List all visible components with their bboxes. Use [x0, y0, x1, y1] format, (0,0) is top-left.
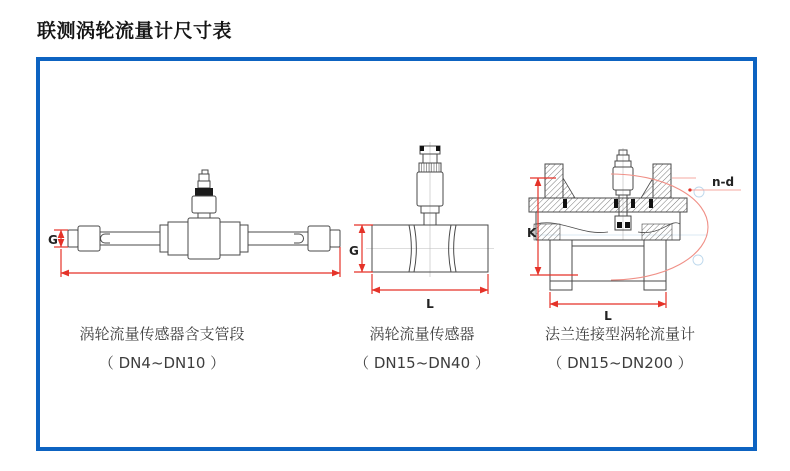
page-title: 联测涡轮流量计尺寸表 [37, 20, 233, 42]
leader-dot [688, 188, 691, 191]
bolt-hole-symbol-top [694, 187, 704, 197]
dim-label-g: G [349, 244, 359, 258]
drawing-turbine-sensor [346, 142, 516, 322]
meter-section-outline [529, 150, 687, 290]
dimension-lines-g-l [54, 230, 340, 277]
dim-label-g: G [48, 233, 58, 247]
caption-line-1: 法兰连接型涡轮流量计 [544, 325, 695, 343]
dim-label-l: L [604, 309, 612, 323]
diagram-panel [36, 57, 757, 451]
caption-line-1: 涡轮流量传感器 [369, 325, 475, 343]
caption-flange-flow-meter [510, 320, 730, 378]
dim-label-k: K [527, 226, 537, 240]
centerlines [366, 142, 494, 277]
drawing-flange-flow-meter [526, 148, 753, 333]
caption-line-2: （ DN15~DN40 ） [354, 354, 490, 372]
sensor-body-outline [68, 170, 340, 259]
dim-label-l: L [426, 297, 434, 311]
drawing-sensor-with-branch-pipe [46, 155, 346, 295]
caption-sensor-with-branch-pipe [52, 320, 272, 378]
caption-line-2: （ DN15~DN200 ） [547, 354, 693, 372]
dimension-lines-g-l [354, 225, 488, 294]
bolt-hole-symbol-bottom [693, 255, 703, 265]
caption-line-2: （ DN4~DN10 ） [98, 354, 226, 372]
dim-label-n-d: n-d [712, 175, 735, 189]
caption-line-1: 涡轮流量传感器含支管段 [79, 325, 245, 343]
caption-turbine-sensor [332, 320, 512, 378]
